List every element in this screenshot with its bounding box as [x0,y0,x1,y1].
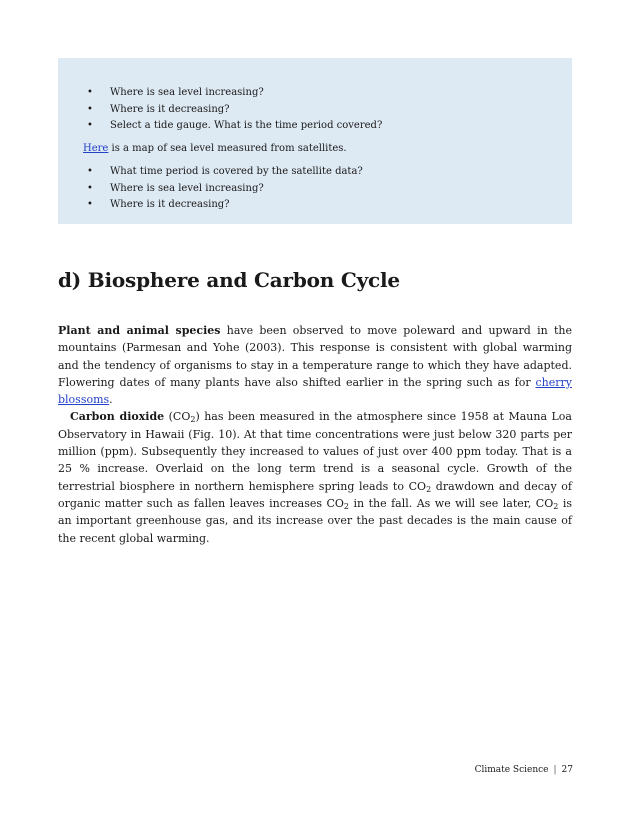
list-item: • What time period is covered by the satellite data? [83,164,548,181]
paragraph-text: (CO [164,410,191,424]
section-body [58,322,572,547]
bold-term: Carbon dioxide [70,410,165,424]
list-item: • Where is it decreasing? [83,102,548,119]
question-list-tide-gauges [83,85,548,135]
paragraph-species [58,322,572,408]
page-number: 27 [561,765,573,775]
list-item: • Where is sea level increasing? [83,85,548,102]
footer-title: Climate Science [474,765,549,775]
satellite-map-text: is a map of sea level measured from satellites. [108,142,347,154]
paragraph-text: have been observed to move poleward and upward in the mountains (Parmesan and Yohe (2003). This response is consistent with global warming and the tendency of organisms to stay in a temperature range to which they have adapted. Flowering dates of many plants have also shifted earlier in the spring such as for [58,324,572,389]
paragraph-text: . [109,393,113,407]
paragraph-text: drawdown and decay of organic matter such as fallen leaves increases CO [58,479,572,510]
subscript: 2 [343,501,350,511]
satellite-map-paragraph [83,141,548,158]
list-item: • Where is it decreasing? [83,197,548,214]
cherry-blossoms-link[interactable]: cherry blossoms [58,375,572,407]
section-heading: d) Biosphere and Carbon Cycle [58,268,400,292]
subscript: 2 [426,484,432,494]
subscript: 2 [553,501,559,511]
info-box [58,58,572,224]
page-footer [475,765,573,775]
satellite-map-link[interactable]: Here [83,142,109,154]
paragraph-text: in the fall. As we will see later, CO [349,496,554,510]
paragraph-text: is an important greenhouse gas, and its increase over the past decades is the main cause of the recent global warming. [58,496,572,545]
footer-separator: | [553,765,557,775]
subscript: 2 [190,415,196,425]
paragraph-text: ) has been measured in the atmosphere since 1958 at Mauna Loa Observatory in Hawaii (Fig. 10). At that time concentrations were just below 320 parts per million (ppm). Subsequently they increased to values of just over 400 ppm today. That is a 25 % increase. Overlaid on the long term trend is a seasonal cycle. Growth of the terrestrial biosphere in northern hemisphere spring leads to CO [58,410,572,493]
paragraph-carbon-dioxide [58,408,572,546]
question-list-satellite [83,164,548,214]
bold-term: Plant and animal species [58,324,221,337]
list-item: • Select a tide gauge. What is the time period covered? [83,118,548,135]
list-item: • Where is sea level increasing? [83,181,548,198]
